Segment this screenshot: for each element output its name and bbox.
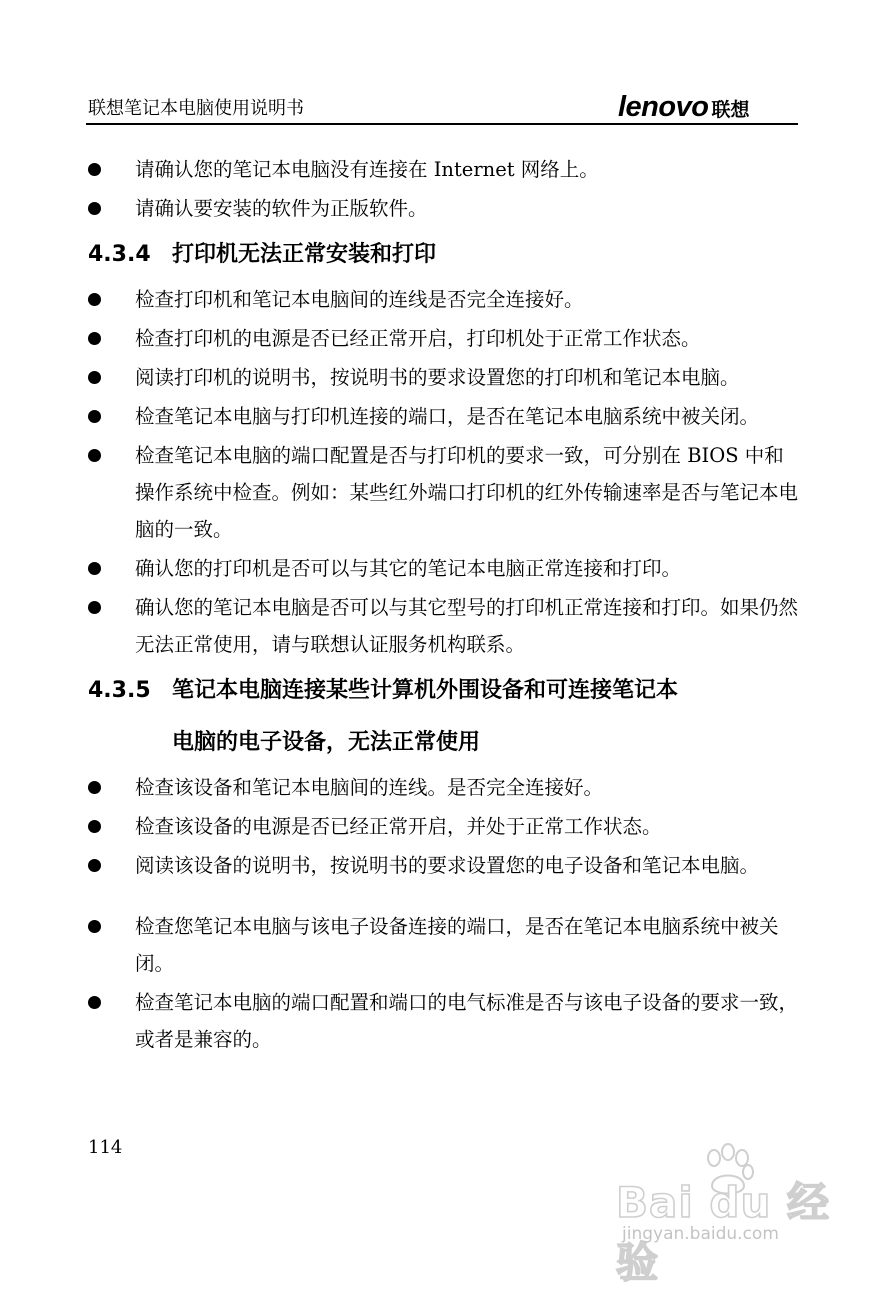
list-item: 检查笔记本电脑的端口配置和端口的电气标准是否与该电子设备的要求一致，或者是兼容的。 (88, 984, 800, 1058)
list-item: 确认您的打印机是否可以与其它的笔记本电脑正常连接和打印。 (88, 550, 800, 587)
document-header-title: 联想笔记本电脑使用说明书 (88, 98, 304, 119)
list-item: 确认您的笔记本电脑是否可以与其它型号的打印机正常连接和打印。如果仍然无法正常使用，请与联想认证服务机构联系。 (88, 589, 800, 663)
section-heading-4-3-4 (88, 231, 800, 279)
bullet-icon (88, 562, 101, 575)
bullet-icon (88, 920, 101, 933)
list-item: 检查笔记本电脑与打印机连接的端口，是否在笔记本电脑系统中被关闭。 (88, 398, 800, 435)
bullet-icon (88, 859, 101, 872)
section-number: 4.3.4 (88, 242, 151, 267)
list-item: 请确认要安装的软件为正版软件。 (88, 190, 800, 227)
list-item: 检查该设备和笔记本电脑间的连线。是否完全连接好。 (88, 769, 800, 806)
bullet-list-4-3-4 (88, 281, 800, 663)
list-item: 检查打印机的电源是否已经正常开启，打印机处于正常工作状态。 (88, 320, 800, 357)
list-item: 阅读该设备的说明书，按说明书的要求设置您的电子设备和笔记本电脑。 (88, 847, 800, 884)
bullet-list-top (88, 151, 800, 227)
watermark-main-text: Bai du 经验 (616, 1178, 830, 1287)
bullet-list-4-3-5-a (88, 769, 800, 884)
bullet-icon (88, 601, 101, 614)
header-divider (86, 123, 798, 125)
bullet-icon (88, 332, 101, 345)
bullet-icon (88, 449, 101, 462)
list-item: 检查该设备的电源是否已经正常开启，并处于正常工作状态。 (88, 808, 800, 845)
section-title: 打印机无法正常安装和打印 (172, 242, 437, 267)
list-item: 检查笔记本电脑的端口配置是否与打印机的要求一致，可分别在 BIOS 中和操作系统中检查。例如：某些红外端口打印机的红外传输速率是否与笔记本电脑的一致。 (88, 437, 800, 548)
bullet-icon (88, 820, 101, 833)
brand-logo-text: lenovo (618, 91, 709, 123)
bullet-icon (88, 293, 101, 306)
section-number: 4.3.5 (88, 678, 151, 703)
bullet-icon (88, 781, 101, 794)
section-heading-4-3-5 (88, 667, 800, 767)
section-title-line1: 笔记本电脑连接某些计算机外围设备和可连接笔记本 (172, 678, 679, 703)
list-item: 检查您笔记本电脑与该电子设备连接的端口，是否在笔记本电脑系统中被关闭。 (88, 908, 800, 982)
bullet-icon (88, 996, 101, 1009)
lenovo-logo (618, 90, 749, 124)
bullet-icon (88, 371, 101, 384)
list-item: 检查打印机和笔记本电脑间的连线是否完全连接好。 (88, 281, 800, 318)
page-number: 114 (88, 1137, 123, 1158)
list-item: 阅读打印机的说明书，按说明书的要求设置您的打印机和笔记本电脑。 (88, 359, 800, 396)
brand-logo-cn: 联想 (711, 99, 750, 121)
section-title-line2: 电脑的电子设备，无法正常使用 (172, 730, 481, 755)
spacer (88, 886, 800, 908)
bullet-icon (88, 163, 101, 176)
bullet-icon (88, 410, 101, 423)
bullet-icon (88, 202, 101, 215)
bullet-list-4-3-5-b (88, 908, 800, 1058)
page-content (88, 151, 800, 1060)
baidu-watermark (608, 1142, 848, 1287)
list-item: 请确认您的笔记本电脑没有连接在 Internet 网络上。 (88, 151, 800, 188)
watermark-url: jingyan.baidu.com (622, 1224, 779, 1244)
